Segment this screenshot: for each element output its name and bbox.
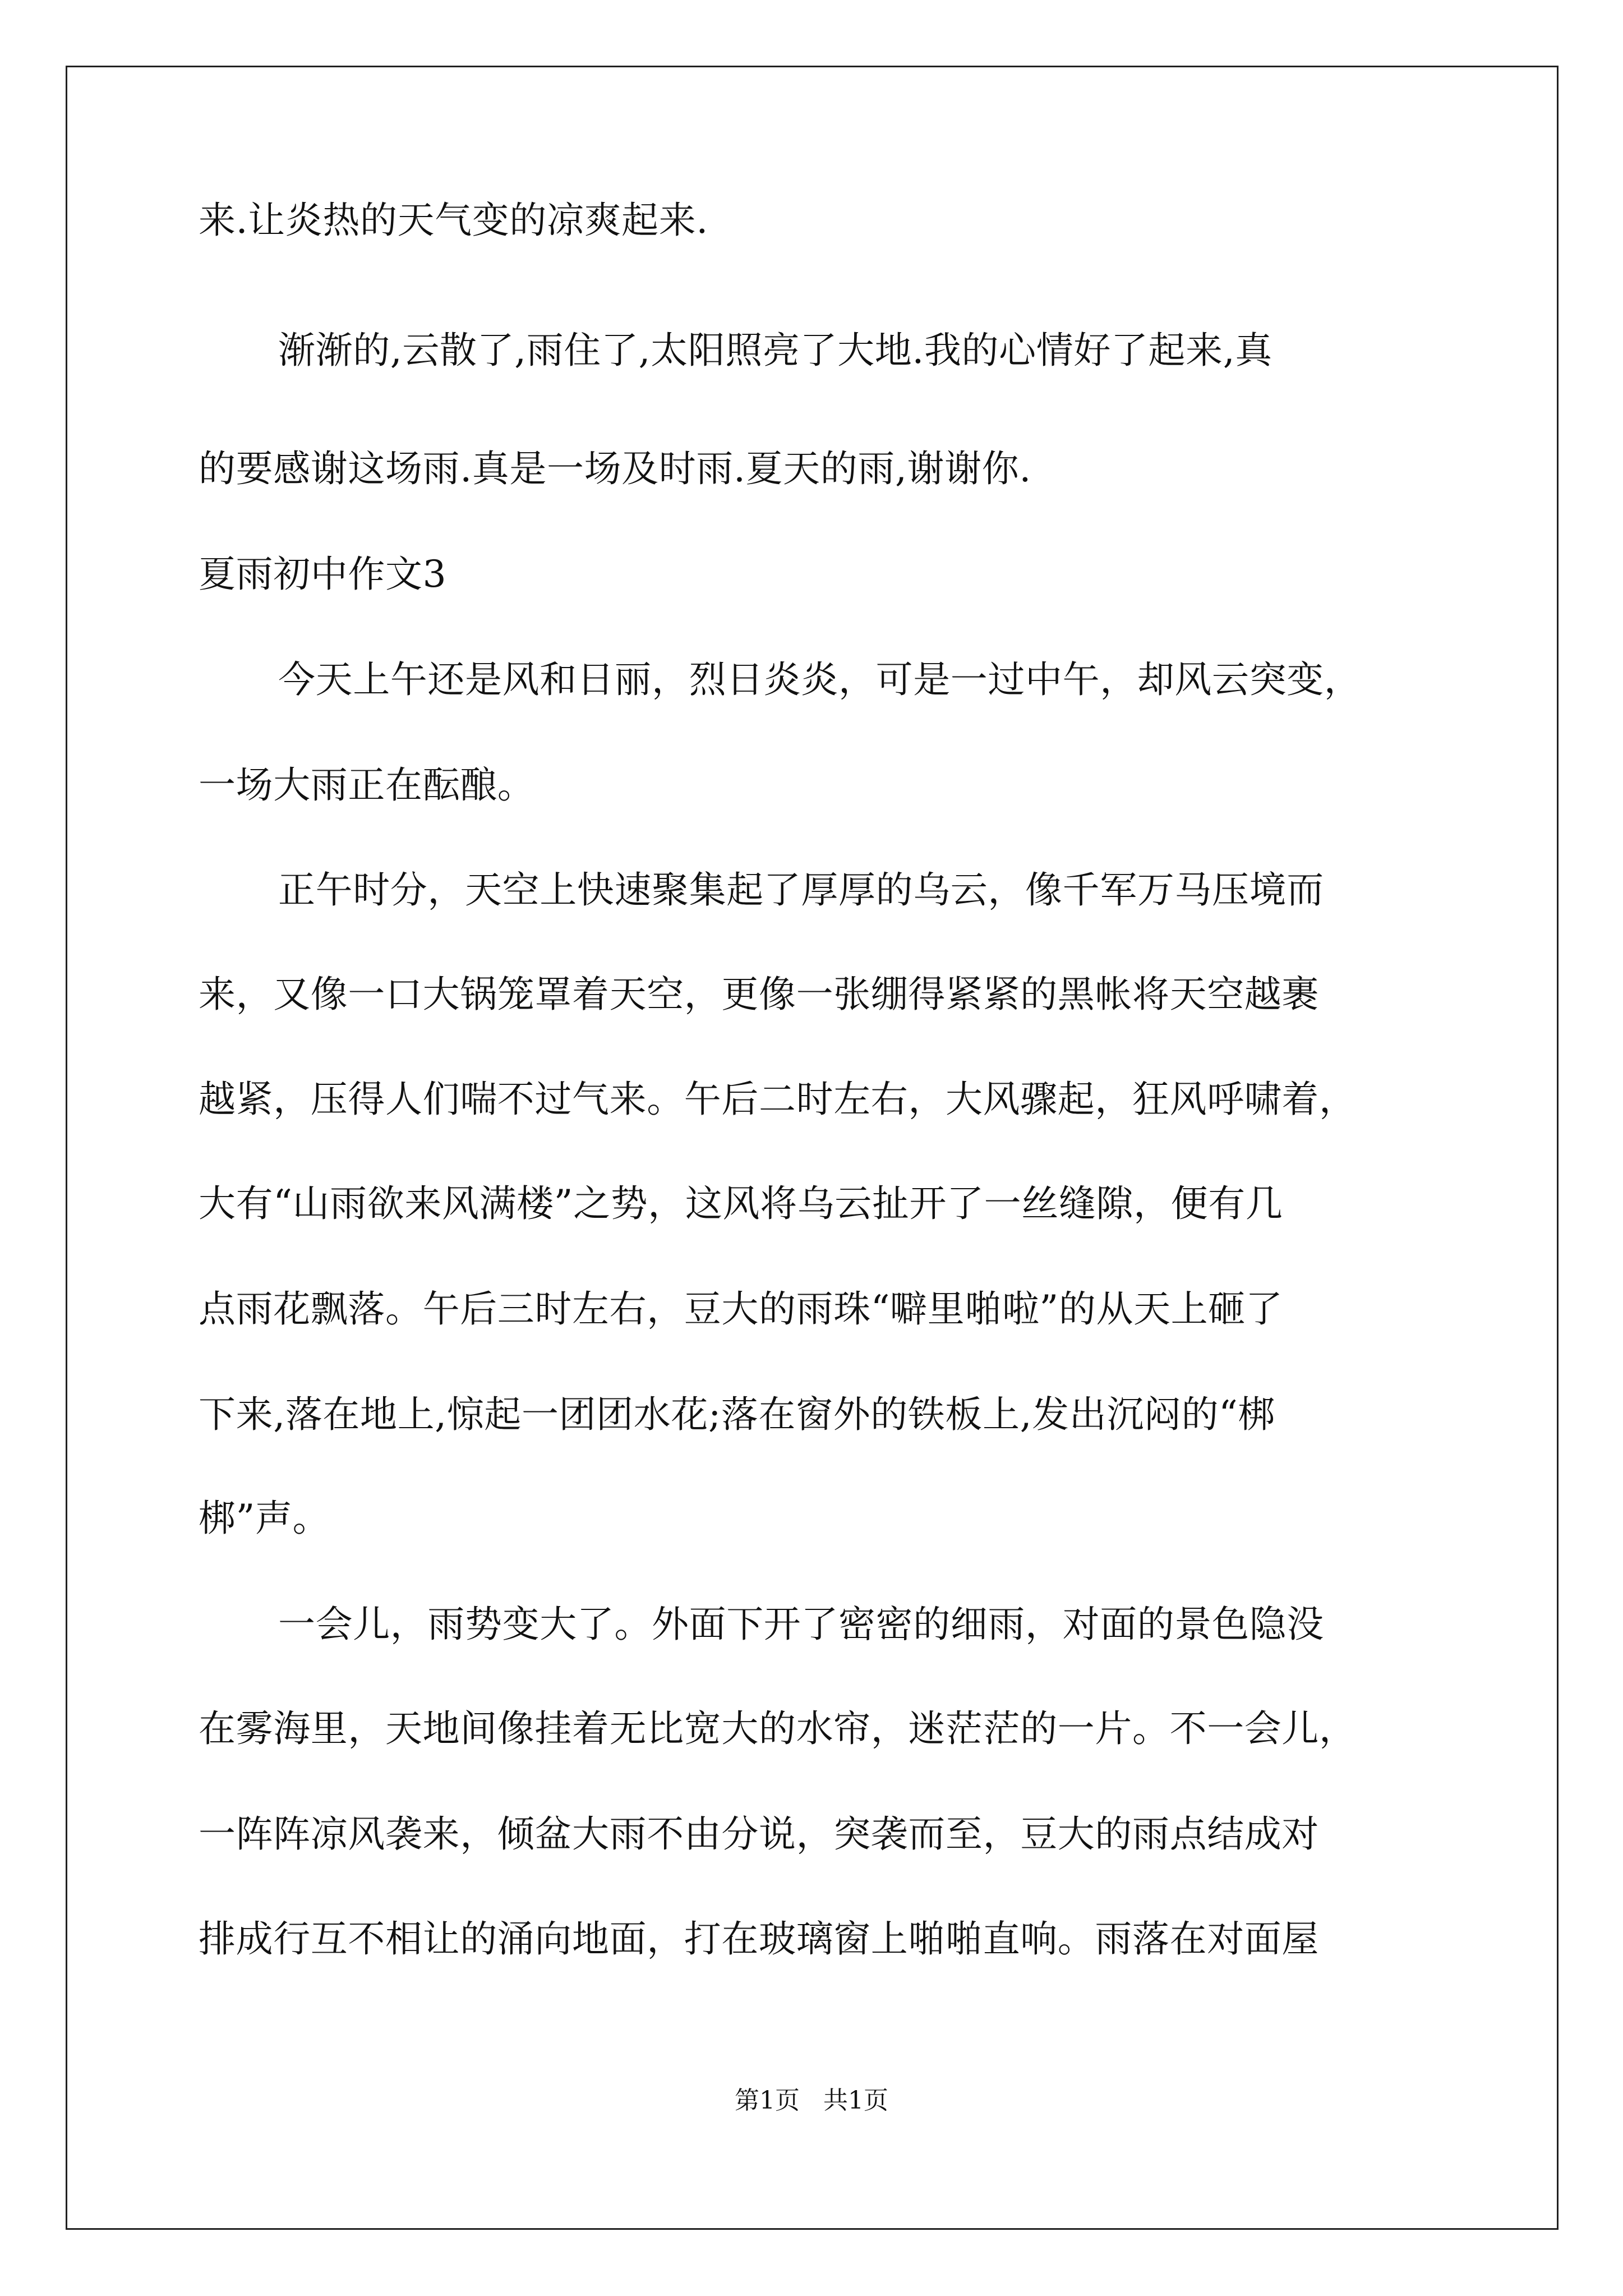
text-line: 一场大雨正在酝酿。 [199,763,535,807]
text-line: 下来,落在地上,惊起一团团水花;落在窗外的铁板上,发出沉闷的“梆 [199,1393,1276,1436]
text-line: 一阵阵凉风袭来，倾盆大雨不由分说，突袭而至，豆大的雨点结成对 [199,1812,1319,1856]
text-line: 排成行互不相让的涌向地面，打在玻璃窗上啪啪直响。雨落在对面屋 [199,1917,1319,1961]
section-heading: 夏雨初中作文3 [199,553,447,596]
text-line: 正午时分，天空上快速聚集起了厚厚的乌云，像千军万马压境而 [278,868,1324,912]
text-line: 来，又像一口大锅笼罩着天空，更像一张绷得紧紧的黑帐将天空越裹 [199,973,1319,1016]
text-line: 梆”声。 [199,1497,330,1540]
text-line: 一会儿，雨势变大了。外面下开了密密的细雨，对面的景色隐没 [278,1603,1324,1646]
text-line: 大有“山雨欲来风满楼”之势，这风将乌云扯开了一丝缝隙，便有几 [199,1182,1283,1225]
text-line: 的要感谢这场雨.真是一场及时雨.夏天的雨,谢谢你. [199,447,1031,490]
text-line: 在雾海里，天地间像挂着无比宽大的水帘，迷茫茫的一片。不一会儿， [199,1707,1357,1750]
text-line: 渐渐的,云散了,雨住了,太阳照亮了大地.我的心情好了起来,真 [278,329,1272,372]
text-line: 来.让炎热的天气变的凉爽起来. [199,199,708,242]
text-line: 今天上午还是风和日丽，烈日炎炎，可是一过中午，却风云突变， [278,658,1362,701]
page-number-footer: 第1页 共1页 [735,2086,888,2115]
text-line: 点雨花飘落。午后三时左右，豆大的雨珠“噼里啪啦”的从天上砸了 [199,1287,1283,1331]
text-line: 越紧，压得人们喘不过气来。午后二时左右，大风骤起，狂风呼啸着， [199,1078,1357,1121]
page-border [66,66,1559,2230]
